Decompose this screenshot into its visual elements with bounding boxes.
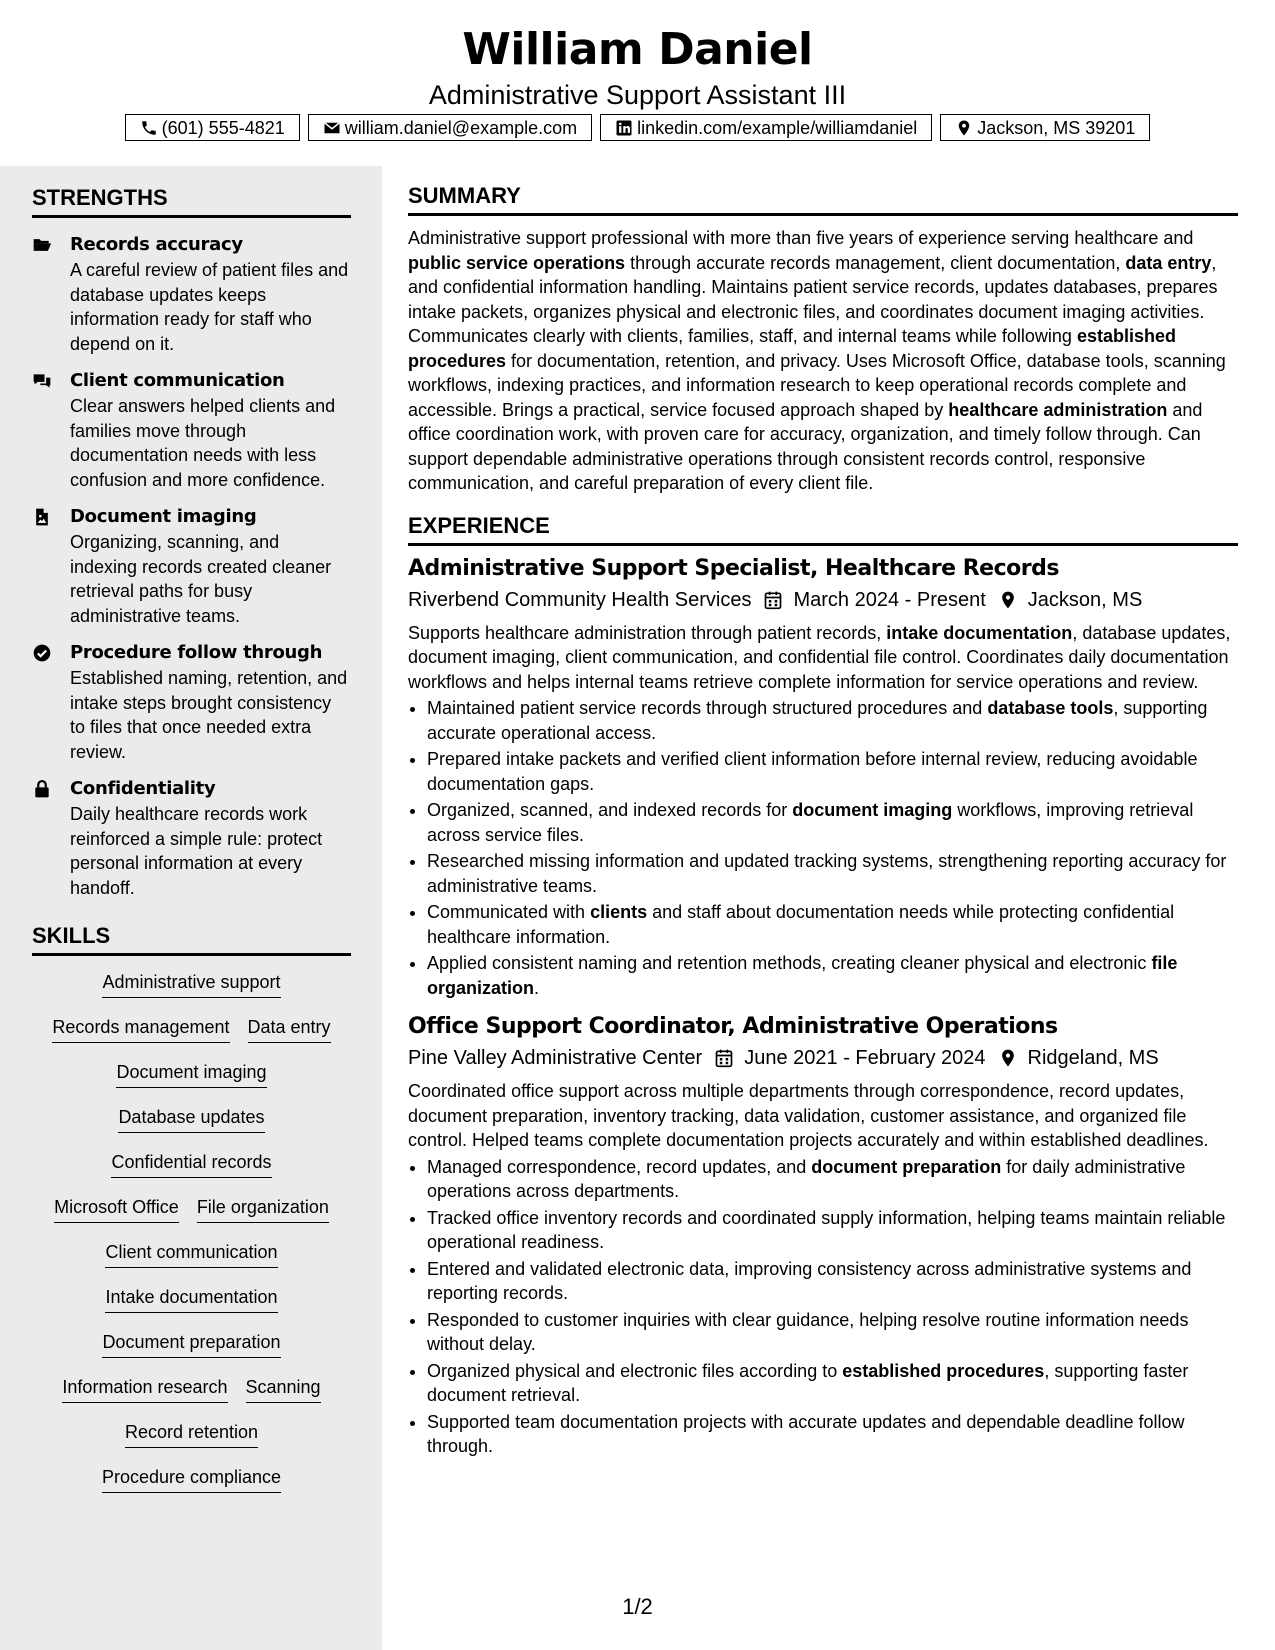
job-role: Office Support Coordinator, Administrative Operations — [408, 1014, 1058, 1039]
strength-title: Confidentiality — [70, 778, 216, 799]
job-entry — [408, 1012, 1238, 1459]
emphasis-text: established procedures — [842, 1360, 1045, 1381]
text-span: Prepared intake packets and verified client information before internal review, reducing avoidable documentation gaps. — [427, 749, 1198, 794]
check-circle-icon — [32, 640, 70, 764]
text-span: Responded to customer inquiries with clear guidance, helping resolve routine information needs without delay. — [427, 1309, 1189, 1354]
candidate-name: William Daniel — [462, 24, 813, 75]
text-span: , supporting accurate operational access. — [427, 698, 1208, 743]
strengths-list — [32, 232, 351, 900]
strength-title: Client communication — [70, 370, 285, 391]
text-span: , database updates, document imaging, client communication, and confidential file control. Coordinates daily documentation workflows and helps internal teams retrieve complete information for service operations and review. — [408, 622, 1231, 692]
job-bullet — [427, 1359, 1238, 1408]
job-company: Pine Valley Administrative Center — [408, 1047, 703, 1069]
emphasis-text: document preparation — [811, 1156, 1002, 1177]
calendar-icon — [714, 1048, 734, 1068]
map-marker-icon — [955, 119, 973, 137]
job-bullet — [427, 951, 1238, 1000]
skill-tag: Administrative support — [102, 970, 280, 998]
text-span: Organized physical and electronic files according to — [427, 1360, 843, 1381]
skill-tag: Procedure compliance — [102, 1465, 281, 1493]
summary-heading: SUMMARY — [408, 182, 1238, 216]
text-span: Entered and validated electronic data, improving consistency across administrative systems and reporting records. — [427, 1258, 1192, 1303]
skill-row — [32, 1285, 351, 1330]
skill-tag: Intake documentation — [105, 1285, 277, 1313]
job-bullet — [427, 1155, 1238, 1204]
candidate-title: Administrative Support Assistant III — [428, 80, 847, 110]
skill-row — [32, 1465, 351, 1510]
text-span: Administrative support professional with more than five years of experience serving healthcare and — [408, 228, 1194, 248]
skill-tag: Document imaging — [116, 1060, 266, 1088]
emphasis-text: database tools — [987, 698, 1114, 718]
emphasis-text: healthcare administration — [948, 399, 1168, 420]
strength-description: Daily healthcare records work reinforced a simple rule: protect personal information at every handoff. — [70, 804, 323, 898]
job-bullet — [427, 849, 1238, 898]
skill-tag: File organization — [197, 1195, 329, 1223]
folder-open-icon — [32, 232, 70, 356]
job-bullets — [408, 696, 1238, 1000]
job-bullet — [427, 900, 1238, 949]
skill-row — [32, 1375, 351, 1420]
job-bullet — [427, 1257, 1238, 1306]
strength-item — [32, 640, 351, 764]
job-location: Ridgeland, MS — [1027, 1047, 1159, 1069]
skill-row — [32, 1015, 351, 1060]
text-span: Coordinated office support across multiple departments through correspondence, record updates, document preparation, inventory tracking, data validation, customer assistance, and organized file control. Helped teams complete documentation projects accurately and within established deadlines. — [408, 1081, 1209, 1150]
contact-bar — [0, 114, 1275, 141]
job-dates: June 2021 - February 2024 — [744, 1047, 986, 1069]
skill-row — [32, 1150, 351, 1195]
skills-list — [32, 970, 351, 1510]
emphasis-text: intake documentation — [886, 622, 1073, 643]
text-span: Managed correspondence, record updates, and — [427, 1156, 812, 1177]
text-span: and staff about documentation needs while protecting confidential healthcare information. — [427, 902, 1175, 947]
job-description — [408, 1079, 1238, 1153]
strengths-heading: STRENGTHS — [32, 184, 351, 218]
summary-text — [408, 226, 1238, 496]
contact-email[interactable] — [308, 114, 592, 141]
skill-tag: Document preparation — [102, 1330, 280, 1358]
skills-heading: SKILLS — [32, 922, 351, 956]
job-bullet — [427, 1206, 1238, 1255]
strength-item — [32, 232, 351, 356]
job-description — [408, 621, 1238, 695]
resume-header — [0, 0, 1275, 112]
skill-tag: Database updates — [118, 1105, 264, 1133]
text-span: for daily administrative operations across departments. — [427, 1156, 1186, 1201]
text-span: Researched missing information and updated tracking systems, strengthening reporting accuracy for administrative teams. — [427, 851, 1227, 896]
job-meta — [408, 585, 1238, 615]
contact-linkedin[interactable] — [600, 114, 932, 141]
job-entry — [408, 554, 1238, 1001]
strength-body — [70, 504, 351, 628]
job-role: Administrative Support Specialist, Healthcare Records — [408, 555, 1059, 581]
job-bullets — [408, 1155, 1238, 1459]
page-number: 1/2 — [622, 1594, 653, 1619]
text-span: . — [534, 977, 540, 998]
strength-item — [32, 776, 351, 900]
job-location: Jackson, MS — [1027, 588, 1143, 611]
strength-body — [70, 368, 351, 492]
skill-tag: Information research — [62, 1375, 227, 1403]
skill-tag: Record retention — [125, 1420, 258, 1448]
text-span: Communicated with — [427, 902, 591, 922]
job-bullet — [427, 747, 1238, 796]
job-bullet — [427, 1410, 1238, 1459]
phone-text: (601) 555-4821 — [161, 117, 285, 138]
experience-heading: EXPERIENCE — [408, 512, 1238, 546]
strength-description: Established naming, retention, and intake steps brought consistency to files that once needed extra review. — [70, 668, 348, 762]
text-span: and office coordination work, with proven care for accuracy, organization, and timely follow through. Can support dependable administrative operations through consistent records control, responsive communication, and careful preparation of every client file. — [408, 399, 1203, 493]
contact-location — [940, 114, 1150, 141]
skill-row — [32, 1420, 351, 1465]
skill-row — [32, 1060, 351, 1105]
map-marker-icon — [998, 590, 1018, 610]
calendar-icon — [763, 590, 783, 610]
skill-tag: Microsoft Office — [54, 1195, 179, 1223]
strength-description: Clear answers helped clients and families move through documentation needs with less confusion and more confidence. — [70, 396, 336, 490]
strength-item — [32, 504, 351, 628]
phone-icon — [140, 119, 158, 137]
text-span: Applied consistent naming and retention methods, creating cleaner physical and electronic — [427, 953, 1152, 973]
skill-tag: Client communication — [105, 1240, 277, 1268]
job-bullet — [427, 1308, 1238, 1357]
experience-list — [408, 554, 1238, 1459]
emphasis-text: data entry — [1125, 252, 1212, 273]
job-dates: March 2024 - Present — [793, 588, 986, 611]
email-text: william.daniel@example.com — [344, 117, 578, 138]
skill-row — [32, 1105, 351, 1150]
text-span: Tracked office inventory records and coordinated supply information, helping teams maintain reliable operational readiness. — [427, 1207, 1226, 1252]
strength-body — [70, 776, 351, 900]
text-span: workflows, improving retrieval across service files. — [427, 800, 1194, 845]
skill-tag: Records management — [52, 1015, 229, 1043]
emphasis-text: file organization — [427, 953, 1178, 998]
emphasis-text: document imaging — [792, 800, 953, 820]
emphasis-text: established procedures — [408, 326, 1176, 371]
file-image-icon — [32, 504, 70, 628]
skill-tag: Confidential records — [111, 1150, 271, 1178]
job-meta — [408, 1043, 1238, 1073]
skill-row — [32, 1330, 351, 1375]
main-content — [408, 182, 1238, 1461]
emphasis-text: public service operations — [408, 252, 626, 273]
text-span: for documentation, retention, and privacy. Uses Microsoft Office, database tools, scanning workflows, indexing practices, and information research to keep operational records complete and accessible. Brings a practical, service focused approach shaped by — [408, 350, 1226, 420]
skill-row — [32, 1240, 351, 1285]
skill-row — [32, 970, 351, 1015]
skill-tag: Scanning — [246, 1375, 321, 1403]
strength-title: Document imaging — [70, 506, 257, 527]
linkedin-icon — [615, 119, 633, 137]
comments-icon — [32, 368, 70, 492]
text-span: Maintained patient service records through structured procedures and — [427, 698, 988, 718]
lock-icon — [32, 776, 70, 900]
skill-row — [32, 1195, 351, 1240]
strength-description: Organizing, scanning, and indexing records created cleaner retrieval paths for busy administrative teams. — [70, 532, 332, 626]
strength-description: A careful review of patient files and database updates keeps information ready for staff who depend on it. — [70, 260, 349, 354]
text-span: , supporting faster document retrieval. — [427, 1360, 1189, 1405]
text-span: Organized, scanned, and indexed records for — [427, 800, 793, 820]
text-span: , and confidential information handling. Maintains patient service records, updates databases, prepares intake packets, organizes physical and electronic files, and coordinates document imaging activities. Communicates clearly with clients, families, staff, and internal teams while following — [408, 252, 1218, 346]
text-span: through accurate records management, client documentation, — [625, 252, 1126, 273]
linkedin-text: linkedin.com/example/williamdaniel — [637, 117, 918, 138]
map-marker-icon — [998, 1048, 1018, 1068]
job-company: Riverbend Community Health Services — [408, 588, 752, 611]
strength-body — [70, 640, 351, 764]
emphasis-text: clients — [590, 902, 648, 922]
location-text: Jackson, MS 39201 — [977, 117, 1136, 138]
job-bullet — [427, 696, 1238, 745]
contact-phone[interactable] — [125, 114, 300, 141]
text-span: Supports healthcare administration through patient records, — [408, 622, 887, 643]
skill-tag: Data entry — [248, 1015, 331, 1043]
strength-body — [70, 232, 351, 356]
strength-title: Records accuracy — [70, 234, 243, 255]
text-span: Supported team documentation projects with accurate updates and dependable deadline follow through. — [427, 1411, 1185, 1456]
sidebar — [0, 166, 382, 1650]
strength-title: Procedure follow through — [70, 642, 323, 663]
job-bullet — [427, 798, 1238, 847]
envelope-icon — [323, 119, 341, 137]
strength-item — [32, 368, 351, 492]
